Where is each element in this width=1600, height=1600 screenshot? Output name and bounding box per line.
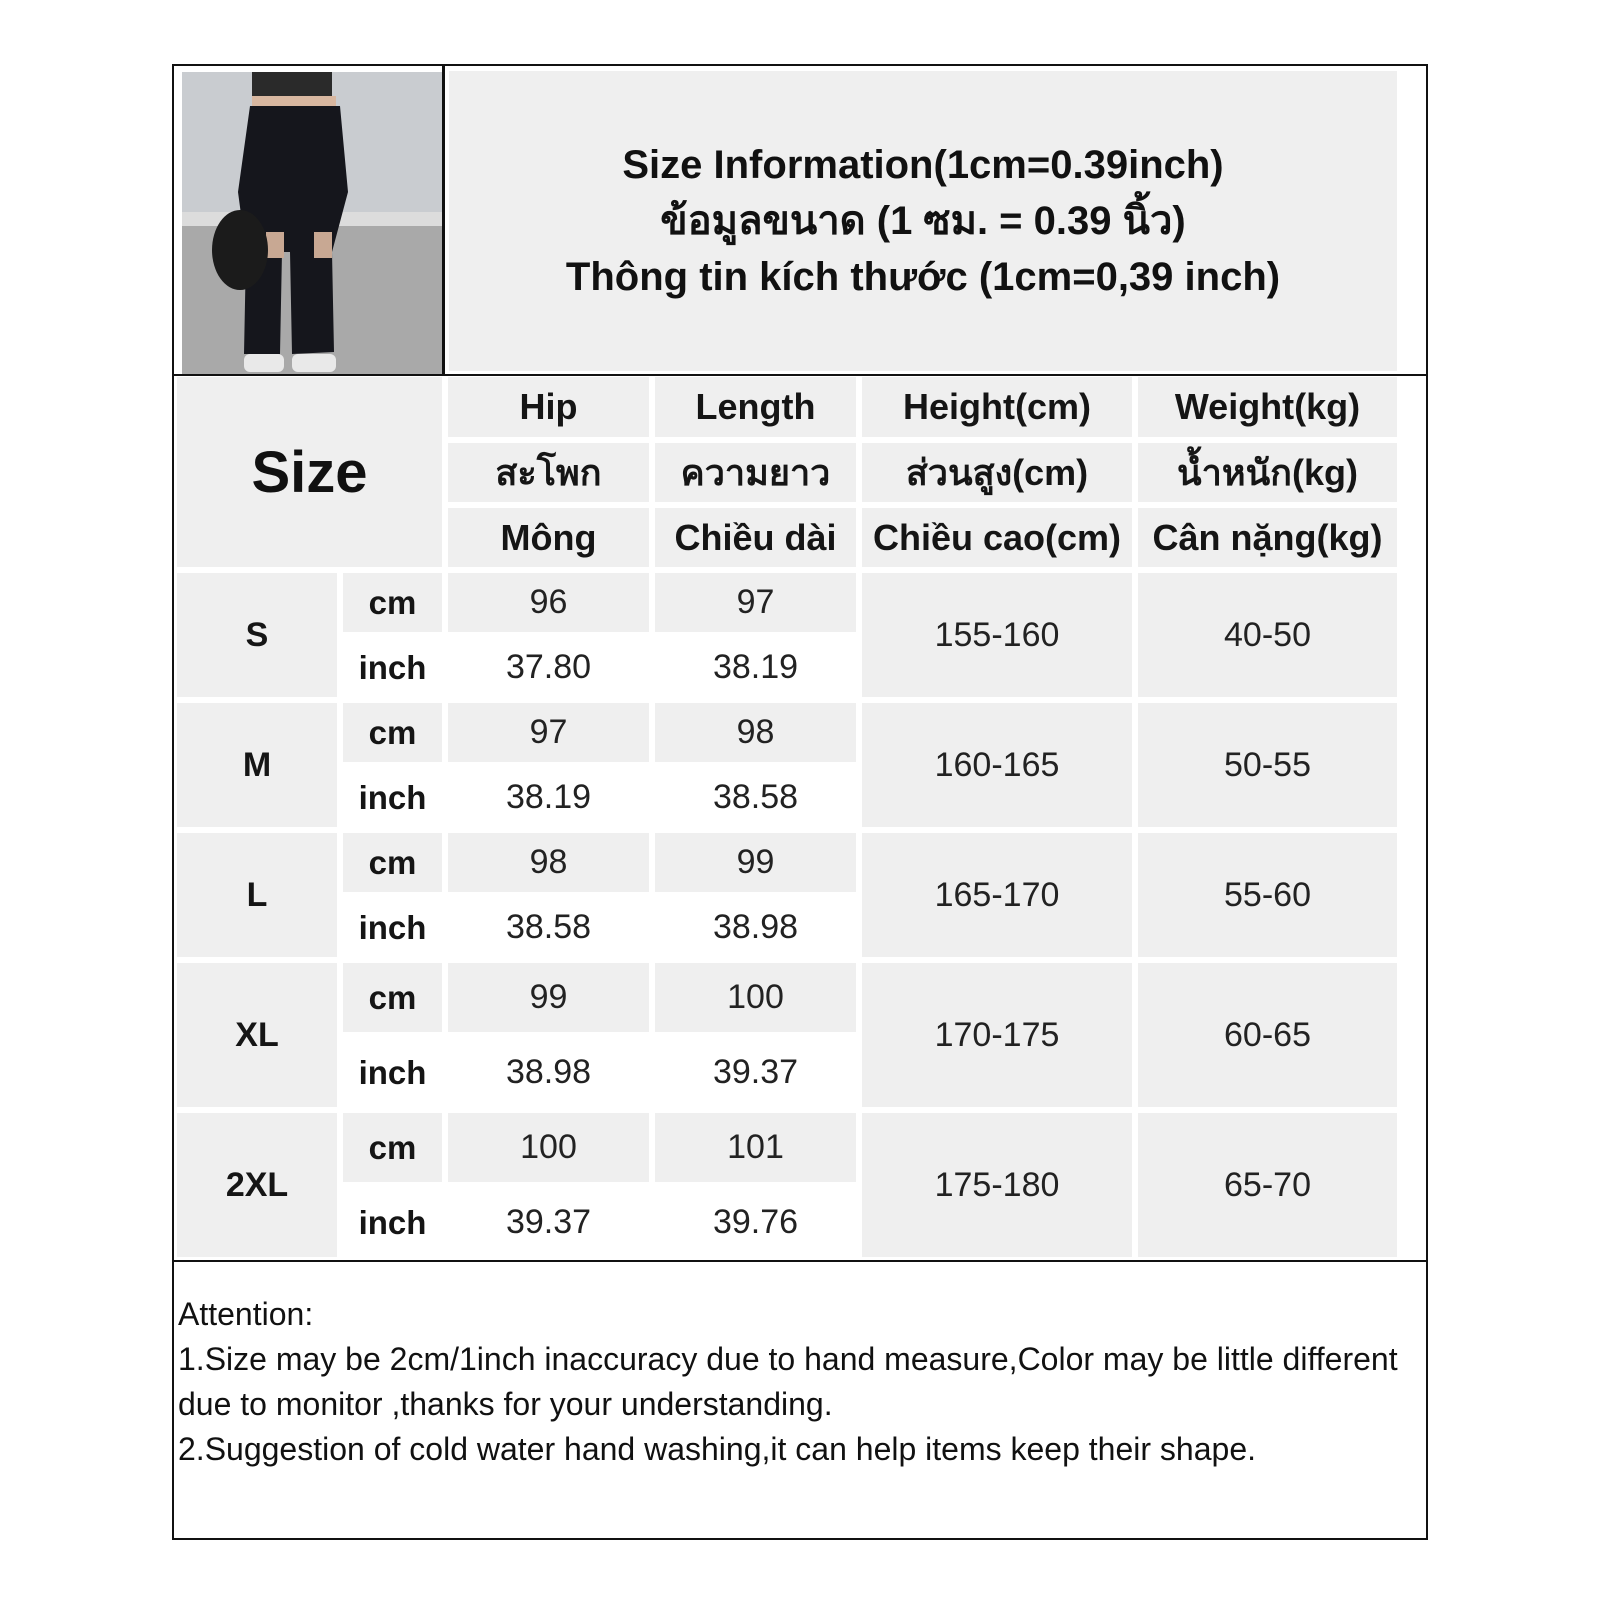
height-range: 165-170 xyxy=(859,830,1135,960)
hip-inch: 39.37 xyxy=(445,1185,652,1260)
length-inch: 38.98 xyxy=(652,895,859,960)
grid-line xyxy=(174,1260,1426,1262)
size-label: M xyxy=(174,700,340,830)
hip-cm: 96 xyxy=(445,570,652,635)
size-label: S xyxy=(174,570,340,700)
divider xyxy=(442,66,445,376)
hip-cm: 98 xyxy=(445,830,652,895)
attention-notes xyxy=(178,1292,1418,1472)
col-weight-en: Weight(kg) xyxy=(1135,374,1400,440)
height-range: 160-165 xyxy=(859,700,1135,830)
attention-note-1: 1.Size may be 2cm/1inch inaccuracy due to hand measure,Color may be little different due to monitor ,thanks for your understanding. xyxy=(178,1341,1398,1422)
length-cm: 99 xyxy=(652,830,859,895)
col-weight-th: น้ำหนัก(kg) xyxy=(1135,440,1400,505)
length-inch: 39.76 xyxy=(652,1185,859,1260)
unit-cm: cm xyxy=(340,1110,445,1185)
hip-cm: 100 xyxy=(445,1110,652,1185)
length-inch: 38.58 xyxy=(652,765,859,830)
unit-cm: cm xyxy=(340,570,445,635)
unit-inch: inch xyxy=(340,1185,445,1260)
title-vietnamese: Thông tin kích thước (1cm=0,39 inch) xyxy=(565,255,1281,299)
hip-cm: 97 xyxy=(445,700,652,765)
title-thai: ข้อมูลขนาด (1 ซม. = 0.39 นิ้ว) xyxy=(660,199,1186,243)
hip-inch: 38.19 xyxy=(445,765,652,830)
length-inch: 38.19 xyxy=(652,635,859,700)
height-range: 170-175 xyxy=(859,960,1135,1110)
unit-cm: cm xyxy=(340,830,445,895)
col-height-en: Height(cm) xyxy=(859,374,1135,440)
product-photo xyxy=(182,72,442,380)
weight-range: 40-50 xyxy=(1135,570,1400,700)
col-hip-th: สะโพก xyxy=(445,440,652,505)
col-length-en: Length xyxy=(652,374,859,440)
size-chart xyxy=(172,64,1428,1540)
unit-cm: cm xyxy=(340,700,445,765)
title-english: Size Information(1cm=0.39inch) xyxy=(622,143,1224,187)
height-range: 175-180 xyxy=(859,1110,1135,1260)
attention-note-2: 2.Suggestion of cold water hand washing,it can help items keep their shape. xyxy=(178,1431,1256,1467)
col-length-th: ความยาว xyxy=(652,440,859,505)
weight-range: 60-65 xyxy=(1135,960,1400,1110)
weight-range: 50-55 xyxy=(1135,700,1400,830)
hip-cm: 99 xyxy=(445,960,652,1035)
col-weight-vi: Cân nặng(kg) xyxy=(1135,505,1400,570)
col-height-th: ส่วนสูง(cm) xyxy=(859,440,1135,505)
length-cm: 100 xyxy=(652,960,859,1035)
height-range: 155-160 xyxy=(859,570,1135,700)
unit-cm: cm xyxy=(340,960,445,1035)
grid-line xyxy=(174,374,1426,376)
col-hip-vi: Mông xyxy=(445,505,652,570)
size-header: Size xyxy=(174,374,445,570)
attention-heading: Attention: xyxy=(178,1296,314,1332)
size-label: 2XL xyxy=(174,1110,340,1260)
length-inch: 39.37 xyxy=(652,1035,859,1110)
col-height-vi: Chiều cao(cm) xyxy=(859,505,1135,570)
hip-inch: 38.58 xyxy=(445,895,652,960)
unit-inch: inch xyxy=(340,1035,445,1110)
weight-range: 65-70 xyxy=(1135,1110,1400,1260)
title-block xyxy=(446,68,1400,374)
hip-inch: 37.80 xyxy=(445,635,652,700)
pants-model-image xyxy=(182,72,442,380)
col-hip-en: Hip xyxy=(445,374,652,440)
length-cm: 98 xyxy=(652,700,859,765)
hip-inch: 38.98 xyxy=(445,1035,652,1110)
unit-inch: inch xyxy=(340,765,445,830)
length-cm: 97 xyxy=(652,570,859,635)
size-label: XL xyxy=(174,960,340,1110)
unit-inch: inch xyxy=(340,895,445,960)
size-label: L xyxy=(174,830,340,960)
col-length-vi: Chiều dài xyxy=(652,505,859,570)
length-cm: 101 xyxy=(652,1110,859,1185)
unit-inch: inch xyxy=(340,635,445,700)
weight-range: 55-60 xyxy=(1135,830,1400,960)
